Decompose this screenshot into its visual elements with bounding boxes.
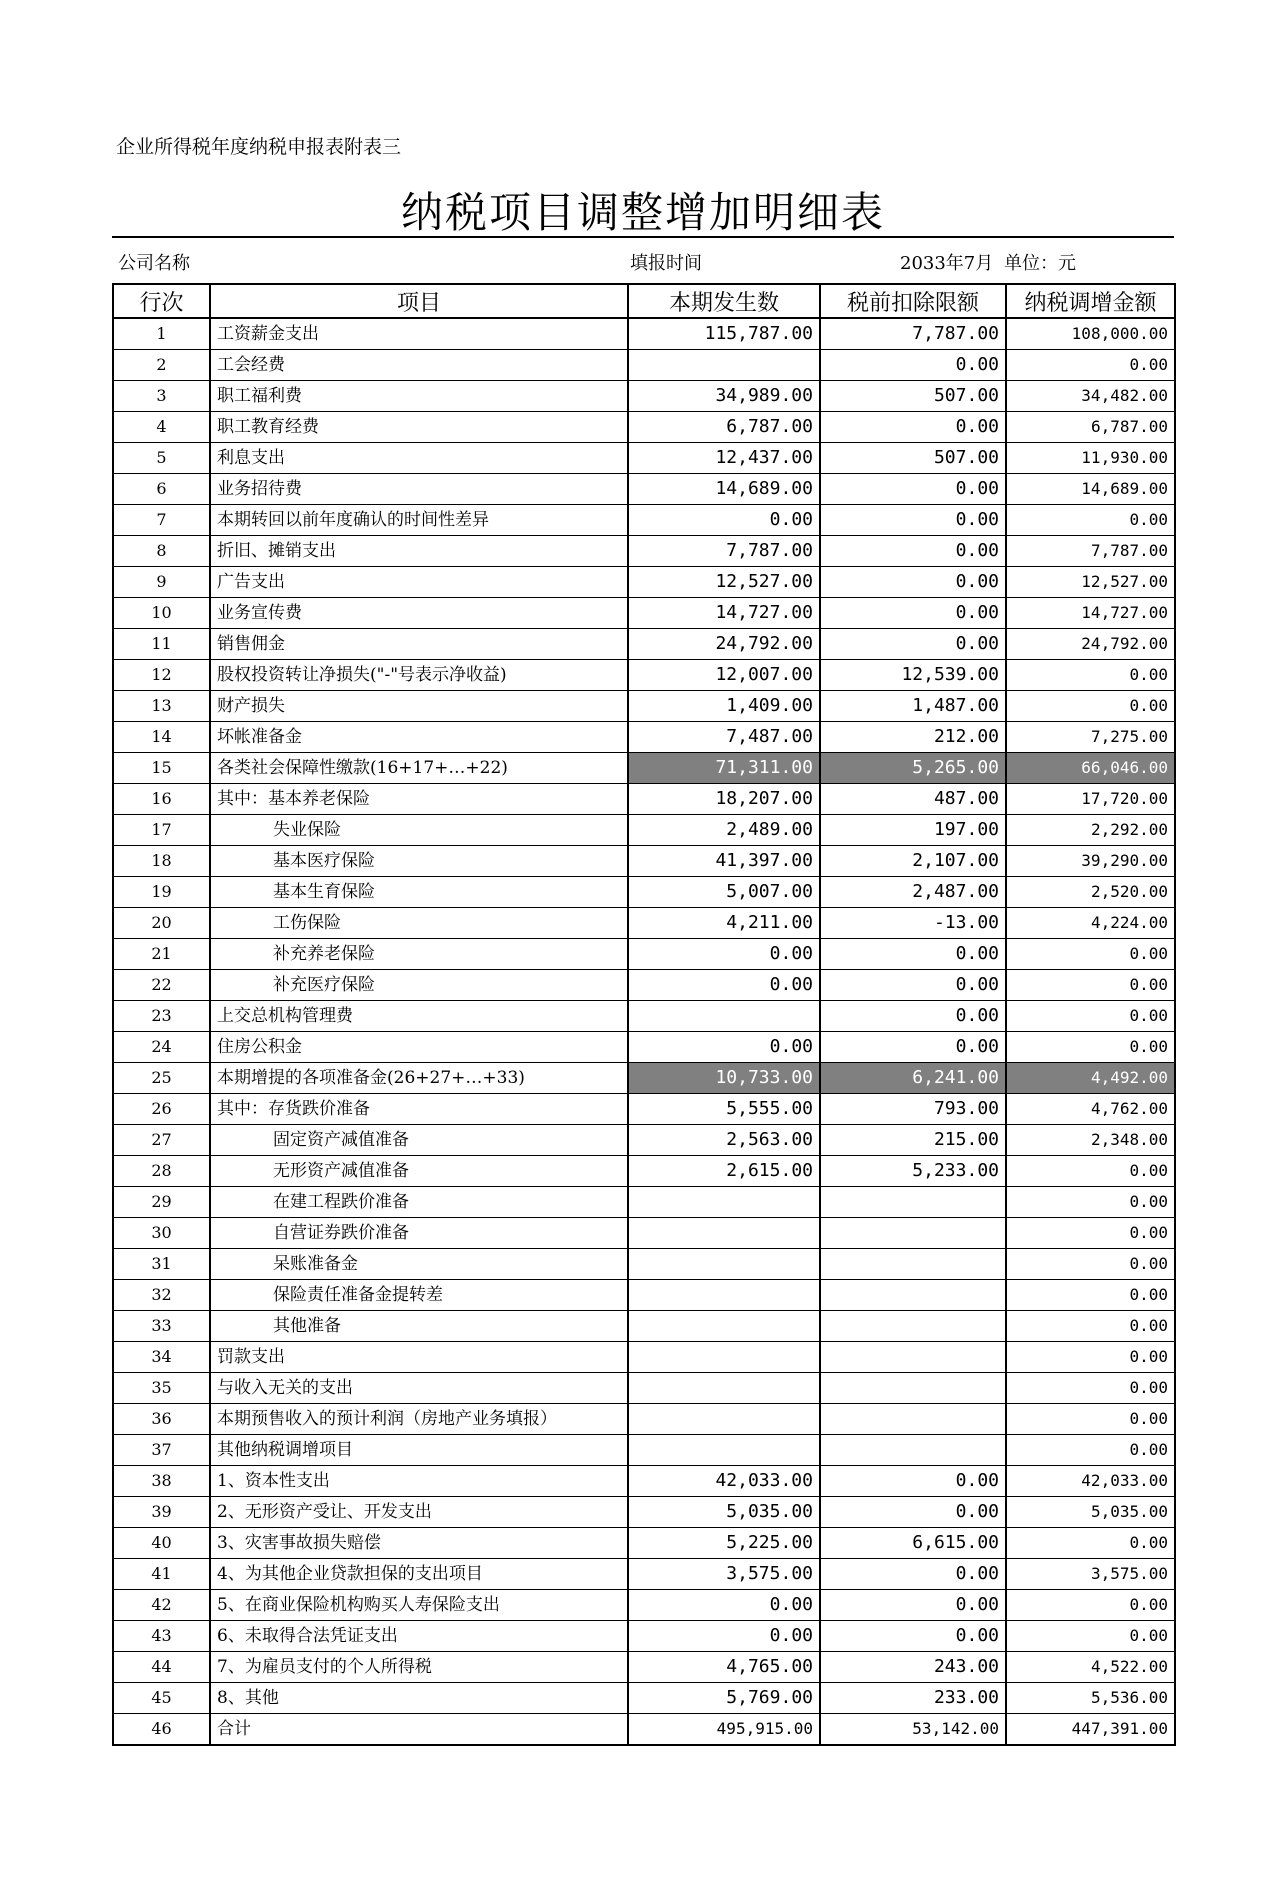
row-number-cell: 46 <box>113 1714 210 1746</box>
item-cell: 工资薪金支出 <box>210 318 628 350</box>
table-row <box>113 784 1175 815</box>
deduction-limit-cell: 0.00 <box>820 350 1006 381</box>
deduction-limit-cell: 5,233.00 <box>820 1156 1006 1187</box>
current-amount-cell: 3,575.00 <box>628 1559 820 1590</box>
deduction-limit-cell: 0.00 <box>820 536 1006 567</box>
row-number-cell: 11 <box>113 629 210 660</box>
current-amount-cell: 5,555.00 <box>628 1094 820 1125</box>
current-amount-cell: 10,733.00 <box>628 1063 820 1094</box>
item-cell: 其中：存货跌价准备 <box>210 1094 628 1125</box>
table-row <box>113 1404 1175 1435</box>
adjustment-amount-cell: 0.00 <box>1006 1311 1175 1342</box>
current-amount-cell: 41,397.00 <box>628 846 820 877</box>
item-cell: 5、在商业保险机构购买人寿保险支出 <box>210 1590 628 1621</box>
item-cell: 与收入无关的支出 <box>210 1373 628 1404</box>
deduction-limit-cell: 5,265.00 <box>820 753 1006 784</box>
current-amount-cell: 0.00 <box>628 1590 820 1621</box>
adjustment-table <box>112 283 1176 1746</box>
adjustment-amount-cell: 14,689.00 <box>1006 474 1175 505</box>
current-amount-cell: 24,792.00 <box>628 629 820 660</box>
table-row <box>113 1683 1175 1714</box>
item-cell: 4、为其他企业贷款担保的支出项目 <box>210 1559 628 1590</box>
item-cell: 3、灾害事故损失赔偿 <box>210 1528 628 1559</box>
table-row <box>113 1559 1175 1590</box>
adjustment-amount-cell: 14,727.00 <box>1006 598 1175 629</box>
row-number-cell: 41 <box>113 1559 210 1590</box>
adjustment-amount-cell: 34,482.00 <box>1006 381 1175 412</box>
item-cell: 各类社会保障性缴款(16+17+…+22) <box>210 753 628 784</box>
row-number-cell: 2 <box>113 350 210 381</box>
current-amount-cell: 5,769.00 <box>628 1683 820 1714</box>
row-number-cell: 39 <box>113 1497 210 1528</box>
table-row <box>113 1373 1175 1404</box>
deduction-limit-cell: 0.00 <box>820 629 1006 660</box>
adjustment-amount-cell: 0.00 <box>1006 350 1175 381</box>
deduction-limit-cell <box>820 1404 1006 1435</box>
current-amount-cell: 0.00 <box>628 1621 820 1652</box>
item-cell: 财产损失 <box>210 691 628 722</box>
item-cell: 罚款支出 <box>210 1342 628 1373</box>
row-number-cell: 10 <box>113 598 210 629</box>
adjustment-amount-cell: 0.00 <box>1006 1249 1175 1280</box>
row-number-cell: 25 <box>113 1063 210 1094</box>
deduction-limit-cell: 0.00 <box>820 939 1006 970</box>
adjustment-amount-cell: 2,292.00 <box>1006 815 1175 846</box>
current-amount-cell: 0.00 <box>628 970 820 1001</box>
current-amount-cell <box>628 1280 820 1311</box>
adjustment-amount-cell: 108,000.00 <box>1006 318 1175 350</box>
table-row <box>113 939 1175 970</box>
adjustment-amount-cell: 0.00 <box>1006 505 1175 536</box>
current-amount-cell: 71,311.00 <box>628 753 820 784</box>
deduction-limit-cell <box>820 1249 1006 1280</box>
table-row <box>113 1435 1175 1466</box>
adjustment-amount-cell: 0.00 <box>1006 1218 1175 1249</box>
header-deduction-limit: 税前扣除限额 <box>820 284 1006 318</box>
table-row <box>113 815 1175 846</box>
current-amount-cell: 12,007.00 <box>628 660 820 691</box>
table-row <box>113 1063 1175 1094</box>
current-amount-cell: 5,035.00 <box>628 1497 820 1528</box>
current-amount-cell <box>628 1249 820 1280</box>
current-amount-cell: 6,787.00 <box>628 412 820 443</box>
table-row <box>113 1497 1175 1528</box>
table-row <box>113 1249 1175 1280</box>
item-cell: 销售佣金 <box>210 629 628 660</box>
current-amount-cell: 2,615.00 <box>628 1156 820 1187</box>
adjustment-amount-cell: 6,787.00 <box>1006 412 1175 443</box>
table-row <box>113 753 1175 784</box>
item-cell: 基本医疗保险 <box>210 846 628 877</box>
table-row <box>113 381 1175 412</box>
page-title: 纳税项目调整增加明细表 <box>400 188 885 237</box>
table-header-row <box>113 284 1175 318</box>
table-row <box>113 908 1175 939</box>
row-number-cell: 37 <box>113 1435 210 1466</box>
current-amount-cell: 115,787.00 <box>628 318 820 350</box>
table-row <box>113 846 1175 877</box>
table-row <box>113 1156 1175 1187</box>
deduction-limit-cell: 487.00 <box>820 784 1006 815</box>
item-cell: 基本生育保险 <box>210 877 628 908</box>
row-number-cell: 12 <box>113 660 210 691</box>
table-row <box>113 1466 1175 1497</box>
deduction-limit-cell: 6,241.00 <box>820 1063 1006 1094</box>
current-amount-cell: 12,437.00 <box>628 443 820 474</box>
adjustment-amount-cell: 0.00 <box>1006 1342 1175 1373</box>
table-row <box>113 970 1175 1001</box>
current-amount-cell: 0.00 <box>628 505 820 536</box>
item-cell: 6、未取得合法凭证支出 <box>210 1621 628 1652</box>
table-row <box>113 1032 1175 1063</box>
adjustment-amount-cell: 0.00 <box>1006 660 1175 691</box>
deduction-limit-cell: 2,107.00 <box>820 846 1006 877</box>
deduction-limit-cell: 0.00 <box>820 1559 1006 1590</box>
row-number-cell: 5 <box>113 443 210 474</box>
current-amount-cell: 0.00 <box>628 1032 820 1063</box>
row-number-cell: 14 <box>113 722 210 753</box>
adjustment-amount-cell: 0.00 <box>1006 1001 1175 1032</box>
current-amount-cell: 12,527.00 <box>628 567 820 598</box>
deduction-limit-cell <box>820 1435 1006 1466</box>
header-current-amount: 本期发生数 <box>628 284 820 318</box>
item-cell: 上交总机构管理费 <box>210 1001 628 1032</box>
adjustment-amount-cell: 0.00 <box>1006 1032 1175 1063</box>
header-adjustment-amount: 纳税调增金额 <box>1006 284 1175 318</box>
report-date: 2033年7月 <box>900 253 994 274</box>
adjustment-amount-cell: 4,492.00 <box>1006 1063 1175 1094</box>
deduction-limit-cell: 507.00 <box>820 443 1006 474</box>
row-number-cell: 21 <box>113 939 210 970</box>
adjustment-amount-cell: 0.00 <box>1006 1435 1175 1466</box>
row-number-cell: 44 <box>113 1652 210 1683</box>
table-row <box>113 1528 1175 1559</box>
item-cell: 坏帐准备金 <box>210 722 628 753</box>
deduction-limit-cell <box>820 1373 1006 1404</box>
deduction-limit-cell: 197.00 <box>820 815 1006 846</box>
item-cell: 股权投资转让净损失("-"号表示净收益) <box>210 660 628 691</box>
table-row <box>113 474 1175 505</box>
current-amount-cell: 2,489.00 <box>628 815 820 846</box>
current-amount-cell <box>628 350 820 381</box>
deduction-limit-cell: 0.00 <box>820 567 1006 598</box>
deduction-limit-cell: 1,487.00 <box>820 691 1006 722</box>
adjustment-amount-cell: 7,275.00 <box>1006 722 1175 753</box>
adjustment-amount-cell: 4,224.00 <box>1006 908 1175 939</box>
row-number-cell: 22 <box>113 970 210 1001</box>
deduction-limit-cell: -13.00 <box>820 908 1006 939</box>
item-cell: 合计 <box>210 1714 628 1746</box>
row-number-cell: 7 <box>113 505 210 536</box>
row-number-cell: 17 <box>113 815 210 846</box>
row-number-cell: 31 <box>113 1249 210 1280</box>
current-amount-cell: 14,727.00 <box>628 598 820 629</box>
item-cell: 职工福利费 <box>210 381 628 412</box>
item-cell: 固定资产减值准备 <box>210 1125 628 1156</box>
adjustment-amount-cell: 24,792.00 <box>1006 629 1175 660</box>
row-number-cell: 42 <box>113 1590 210 1621</box>
current-amount-cell: 5,225.00 <box>628 1528 820 1559</box>
deduction-limit-cell: 0.00 <box>820 598 1006 629</box>
item-cell: 2、无形资产受让、开发支出 <box>210 1497 628 1528</box>
current-amount-cell <box>628 1373 820 1404</box>
item-cell: 7、为雇员支付的个人所得税 <box>210 1652 628 1683</box>
adjustment-amount-cell: 5,035.00 <box>1006 1497 1175 1528</box>
table-row <box>113 567 1175 598</box>
adjustment-amount-cell: 0.00 <box>1006 1187 1175 1218</box>
item-cell: 其他准备 <box>210 1311 628 1342</box>
table-row <box>113 1342 1175 1373</box>
adjustment-amount-cell: 5,536.00 <box>1006 1683 1175 1714</box>
table-row <box>113 350 1175 381</box>
table-row <box>113 598 1175 629</box>
item-cell: 8、其他 <box>210 1683 628 1714</box>
current-amount-cell: 495,915.00 <box>628 1714 820 1746</box>
item-cell: 失业保险 <box>210 815 628 846</box>
item-cell: 补充医疗保险 <box>210 970 628 1001</box>
deduction-limit-cell: 243.00 <box>820 1652 1006 1683</box>
adjustment-amount-cell: 0.00 <box>1006 1528 1175 1559</box>
item-cell: 本期增提的各项准备金(26+27+…+33) <box>210 1063 628 1094</box>
deduction-limit-cell: 0.00 <box>820 970 1006 1001</box>
current-amount-cell: 2,563.00 <box>628 1125 820 1156</box>
table-row <box>113 318 1175 350</box>
deduction-limit-cell: 793.00 <box>820 1094 1006 1125</box>
row-number-cell: 13 <box>113 691 210 722</box>
deduction-limit-cell: 0.00 <box>820 474 1006 505</box>
row-number-cell: 16 <box>113 784 210 815</box>
table-row <box>113 691 1175 722</box>
current-amount-cell <box>628 1404 820 1435</box>
item-cell: 利息支出 <box>210 443 628 474</box>
table-row <box>113 660 1175 691</box>
adjustment-amount-cell: 12,527.00 <box>1006 567 1175 598</box>
table-row <box>113 1218 1175 1249</box>
row-number-cell: 33 <box>113 1311 210 1342</box>
unit-label: 单位：元 <box>1004 253 1076 274</box>
item-cell: 本期转回以前年度确认的时间性差异 <box>210 505 628 536</box>
item-cell: 工伤保险 <box>210 908 628 939</box>
adjustment-amount-cell: 2,520.00 <box>1006 877 1175 908</box>
deduction-limit-cell: 0.00 <box>820 1497 1006 1528</box>
table-row <box>113 877 1175 908</box>
company-name-label: 公司名称 <box>118 253 190 274</box>
current-amount-cell: 7,787.00 <box>628 536 820 567</box>
table-row <box>113 536 1175 567</box>
table-row <box>113 629 1175 660</box>
deduction-limit-cell: 0.00 <box>820 1032 1006 1063</box>
table-row <box>113 1590 1175 1621</box>
current-amount-cell: 42,033.00 <box>628 1466 820 1497</box>
deduction-limit-cell: 233.00 <box>820 1683 1006 1714</box>
adjustment-amount-cell: 2,348.00 <box>1006 1125 1175 1156</box>
current-amount-cell <box>628 1435 820 1466</box>
row-number-cell: 4 <box>113 412 210 443</box>
row-number-cell: 24 <box>113 1032 210 1063</box>
table-row <box>113 1125 1175 1156</box>
item-cell: 本期预售收入的预计利润（房地产业务填报） <box>210 1404 628 1435</box>
current-amount-cell: 4,211.00 <box>628 908 820 939</box>
row-number-cell: 27 <box>113 1125 210 1156</box>
table-row <box>113 505 1175 536</box>
item-cell: 其中：基本养老保险 <box>210 784 628 815</box>
table-row <box>113 1187 1175 1218</box>
adjustment-amount-cell: 447,391.00 <box>1006 1714 1175 1746</box>
adjustment-amount-cell: 0.00 <box>1006 1156 1175 1187</box>
adjustment-amount-cell: 0.00 <box>1006 1280 1175 1311</box>
item-cell: 自营证券跌价准备 <box>210 1218 628 1249</box>
adjustment-amount-cell: 0.00 <box>1006 1404 1175 1435</box>
item-cell: 住房公积金 <box>210 1032 628 1063</box>
adjustment-amount-cell: 4,522.00 <box>1006 1652 1175 1683</box>
table-row <box>113 1714 1175 1746</box>
form-subtitle: 企业所得税年度纳税申报表附表三 <box>116 136 402 158</box>
deduction-limit-cell: 2,487.00 <box>820 877 1006 908</box>
row-number-cell: 6 <box>113 474 210 505</box>
deduction-limit-cell: 0.00 <box>820 505 1006 536</box>
row-number-cell: 32 <box>113 1280 210 1311</box>
row-number-cell: 35 <box>113 1373 210 1404</box>
item-cell: 保险责任准备金提转差 <box>210 1280 628 1311</box>
current-amount-cell: 34,989.00 <box>628 381 820 412</box>
deduction-limit-cell: 0.00 <box>820 412 1006 443</box>
current-amount-cell: 7,487.00 <box>628 722 820 753</box>
adjustment-amount-cell: 11,930.00 <box>1006 443 1175 474</box>
row-number-cell: 38 <box>113 1466 210 1497</box>
table-row <box>113 1001 1175 1032</box>
header-item: 项目 <box>210 284 628 318</box>
current-amount-cell: 14,689.00 <box>628 474 820 505</box>
current-amount-cell <box>628 1311 820 1342</box>
row-number-cell: 36 <box>113 1404 210 1435</box>
row-number-cell: 28 <box>113 1156 210 1187</box>
deduction-limit-cell <box>820 1342 1006 1373</box>
item-cell: 在建工程跌价准备 <box>210 1187 628 1218</box>
row-number-cell: 15 <box>113 753 210 784</box>
current-amount-cell <box>628 1187 820 1218</box>
deduction-limit-cell: 7,787.00 <box>820 318 1006 350</box>
row-number-cell: 1 <box>113 318 210 350</box>
table-row <box>113 1652 1175 1683</box>
deduction-limit-cell: 53,142.00 <box>820 1714 1006 1746</box>
adjustment-amount-cell: 0.00 <box>1006 970 1175 1001</box>
item-cell: 呆账准备金 <box>210 1249 628 1280</box>
adjustment-amount-cell: 42,033.00 <box>1006 1466 1175 1497</box>
table-row <box>113 1621 1175 1652</box>
table-row <box>113 1311 1175 1342</box>
deduction-limit-cell: 6,615.00 <box>820 1528 1006 1559</box>
row-number-cell: 3 <box>113 381 210 412</box>
row-number-cell: 29 <box>113 1187 210 1218</box>
row-number-cell: 34 <box>113 1342 210 1373</box>
adjustment-amount-cell: 0.00 <box>1006 691 1175 722</box>
deduction-limit-cell: 0.00 <box>820 1590 1006 1621</box>
adjustment-amount-cell: 0.00 <box>1006 1621 1175 1652</box>
item-cell: 业务宣传费 <box>210 598 628 629</box>
row-number-cell: 20 <box>113 908 210 939</box>
current-amount-cell: 4,765.00 <box>628 1652 820 1683</box>
row-number-cell: 30 <box>113 1218 210 1249</box>
deduction-limit-cell <box>820 1218 1006 1249</box>
item-cell: 广告支出 <box>210 567 628 598</box>
fill-time-label: 填报时间 <box>630 253 702 274</box>
row-number-cell: 18 <box>113 846 210 877</box>
table-row <box>113 1094 1175 1125</box>
deduction-limit-cell: 0.00 <box>820 1001 1006 1032</box>
item-cell: 其他纳税调增项目 <box>210 1435 628 1466</box>
adjustment-amount-cell: 3,575.00 <box>1006 1559 1175 1590</box>
table-row <box>113 722 1175 753</box>
deduction-limit-cell: 12,539.00 <box>820 660 1006 691</box>
current-amount-cell <box>628 1001 820 1032</box>
deduction-limit-cell: 0.00 <box>820 1466 1006 1497</box>
current-amount-cell <box>628 1342 820 1373</box>
deduction-limit-cell: 215.00 <box>820 1125 1006 1156</box>
adjustment-amount-cell: 4,762.00 <box>1006 1094 1175 1125</box>
table-row <box>113 443 1175 474</box>
item-cell: 职工教育经费 <box>210 412 628 443</box>
item-cell: 补充养老保险 <box>210 939 628 970</box>
header-row-number: 行次 <box>113 284 210 318</box>
item-cell: 折旧、摊销支出 <box>210 536 628 567</box>
deduction-limit-cell <box>820 1187 1006 1218</box>
table-row <box>113 1280 1175 1311</box>
adjustment-amount-cell: 39,290.00 <box>1006 846 1175 877</box>
row-number-cell: 43 <box>113 1621 210 1652</box>
deduction-limit-cell <box>820 1280 1006 1311</box>
deduction-limit-cell: 507.00 <box>820 381 1006 412</box>
current-amount-cell: 5,007.00 <box>628 877 820 908</box>
row-number-cell: 19 <box>113 877 210 908</box>
row-number-cell: 8 <box>113 536 210 567</box>
item-cell: 无形资产减值准备 <box>210 1156 628 1187</box>
deduction-limit-cell: 212.00 <box>820 722 1006 753</box>
current-amount-cell: 18,207.00 <box>628 784 820 815</box>
adjustment-amount-cell: 0.00 <box>1006 1590 1175 1621</box>
adjustment-amount-cell: 17,720.00 <box>1006 784 1175 815</box>
row-number-cell: 9 <box>113 567 210 598</box>
current-amount-cell: 1,409.00 <box>628 691 820 722</box>
row-number-cell: 26 <box>113 1094 210 1125</box>
table-row <box>113 412 1175 443</box>
adjustment-amount-cell: 0.00 <box>1006 939 1175 970</box>
adjustment-amount-cell: 0.00 <box>1006 1373 1175 1404</box>
current-amount-cell <box>628 1218 820 1249</box>
item-cell: 业务招待费 <box>210 474 628 505</box>
deduction-limit-cell <box>820 1311 1006 1342</box>
current-amount-cell: 0.00 <box>628 939 820 970</box>
row-number-cell: 45 <box>113 1683 210 1714</box>
row-number-cell: 40 <box>113 1528 210 1559</box>
item-cell: 1、资本性支出 <box>210 1466 628 1497</box>
row-number-cell: 23 <box>113 1001 210 1032</box>
adjustment-amount-cell: 66,046.00 <box>1006 753 1175 784</box>
title-underline <box>112 236 1174 238</box>
deduction-limit-cell: 0.00 <box>820 1621 1006 1652</box>
adjustment-amount-cell: 7,787.00 <box>1006 536 1175 567</box>
item-cell: 工会经费 <box>210 350 628 381</box>
